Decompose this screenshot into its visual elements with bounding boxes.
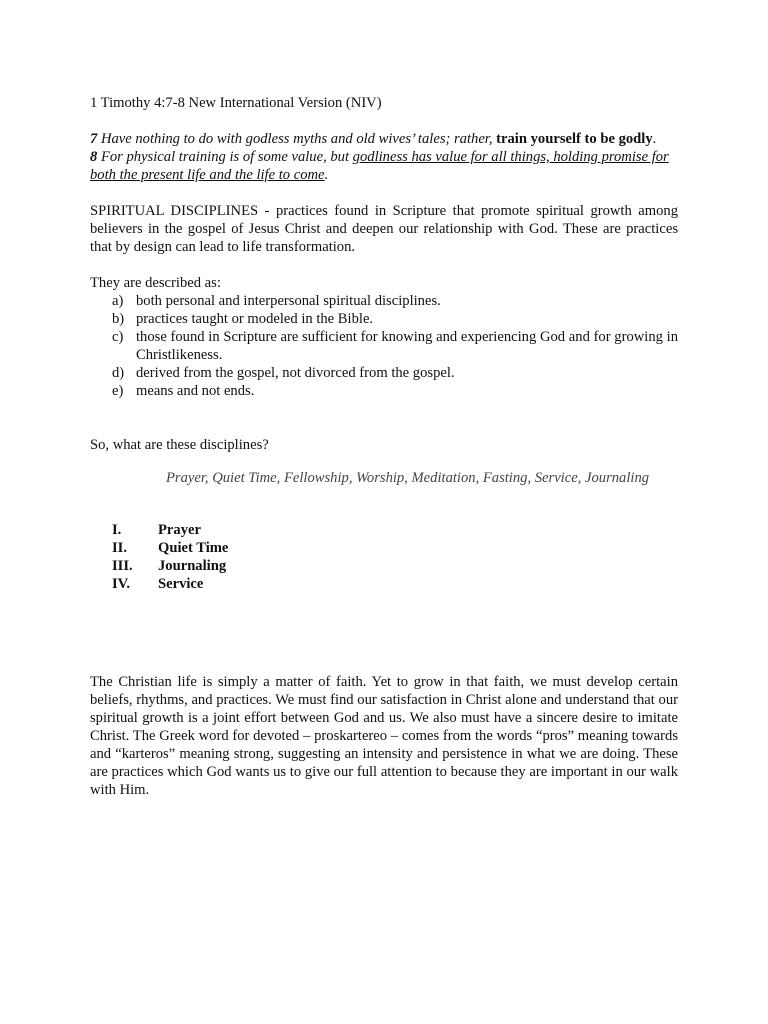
list-text: derived from the gospel, not divorced from the gospel.	[136, 365, 455, 381]
list-item	[90, 292, 678, 310]
verse-7-number: 7	[90, 131, 98, 147]
list-marker: d)	[112, 365, 125, 381]
list-marker: a)	[112, 293, 124, 309]
roman-numeral: III.	[112, 557, 133, 574]
verse-7-end: .	[652, 131, 657, 147]
roman-text: Prayer	[158, 521, 201, 538]
list-item	[90, 575, 678, 593]
list-marker: e)	[112, 383, 124, 399]
list-text: practices taught or modeled in the Bible.	[136, 311, 374, 327]
list-text: both personal and interpersonal spiritual disciplines.	[136, 293, 441, 309]
closing-paragraph: The Christian life is simply a matter of faith. Yet to grow in that faith, we must develop certain beliefs, rhythms, and practices. We must find our satisfaction in Christ alone and understand that our spiritual growth is a joint effort between God and us. We also must have a sincere desire to imitate Christ. The Greek word for devoted – proskartereo – comes from the words “pros” meaning towards and “karteros” meaning strong, suggesting an intensity and persistence in what we are doing. These are practices which God wants us to give our full attention to because they are important in our walk with Him.	[90, 673, 678, 798]
verse-7-text: Have nothing to do with godless myths and old wives’ tales; rather,	[97, 131, 497, 147]
document-page	[90, 94, 678, 799]
disciplines-line: Prayer, Quiet Time, Fellowship, Worship, Meditation, Fasting, Service, Journaling	[166, 469, 650, 486]
definition-paragraph: SPIRITUAL DISCIPLINES - practices found in Scripture that promote spiritual growth among believers in the gospel of Jesus Christ and deepen our relationship with God. These are practices that by design can lead to life transformation.	[90, 203, 678, 255]
described-section	[90, 274, 678, 400]
verse-8-text: For physical training is of some value, but	[97, 149, 353, 165]
scripture-passage	[90, 130, 678, 184]
roman-numeral: II.	[112, 539, 128, 556]
list-item	[90, 328, 678, 364]
roman-numeral: I.	[112, 521, 122, 538]
roman-text: Service	[158, 575, 204, 592]
list-text: means and not ends.	[136, 383, 255, 399]
roman-text: Journaling	[158, 557, 227, 574]
list-item	[90, 521, 678, 539]
verse-7	[90, 130, 678, 148]
scripture-reference: 1 Timothy 4:7-8 New International Version (NIV)	[90, 95, 382, 111]
list-item	[90, 557, 678, 575]
list-item	[90, 310, 678, 328]
verse-8	[90, 148, 678, 184]
list-item	[90, 539, 678, 557]
list-marker: b)	[112, 311, 125, 327]
verse-8-end: .	[324, 167, 329, 183]
list-item	[90, 364, 678, 382]
list-text: those found in Scripture are sufficient for knowing and experiencing God and for growing in Christlikeness.	[136, 329, 678, 363]
verse-8-underlined: godliness has value for all things, holding promise for both the present life and the life to come	[90, 149, 669, 183]
roman-text: Quiet Time	[158, 539, 229, 556]
disciplines-question: So, what are these disciplines?	[90, 437, 269, 453]
described-list	[90, 292, 678, 400]
list-marker: c)	[112, 329, 124, 345]
list-item	[90, 382, 678, 400]
roman-numeral: IV.	[112, 575, 130, 592]
described-intro: They are described as:	[90, 275, 221, 291]
verse-7-emphasis: train yourself to be godly	[496, 131, 653, 147]
verse-8-number: 8	[90, 149, 98, 165]
roman-list	[90, 521, 678, 593]
